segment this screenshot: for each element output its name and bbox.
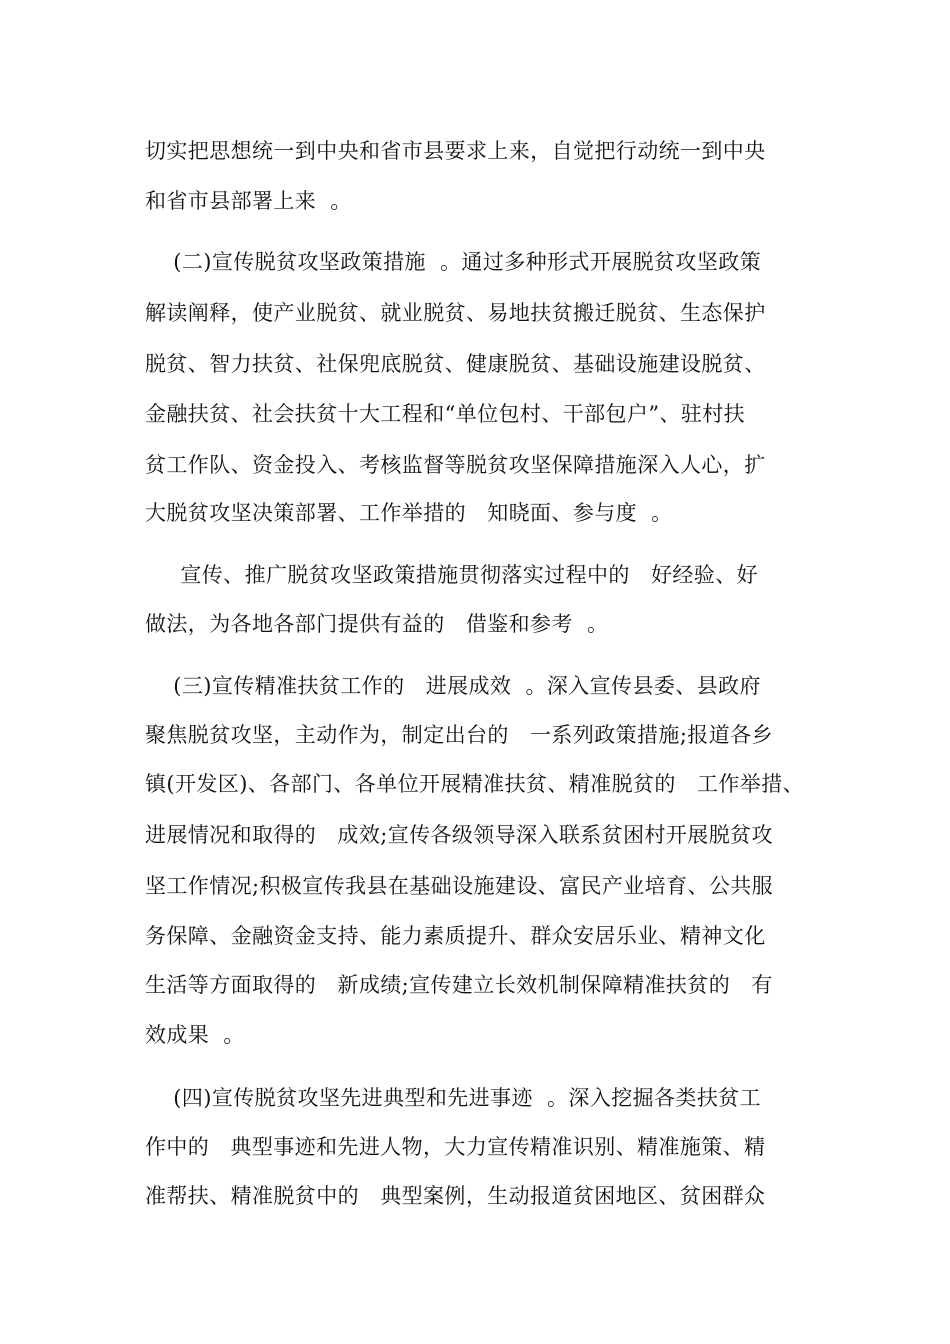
text-line: 金融扶贫、社会扶贫十大工程和“单位包村、干部包户”、驻村扶 — [145, 402, 746, 426]
text-line: 效成果 。 — [145, 1023, 245, 1047]
text-line: 做法，为各地各部门提供有益的 借鉴和参考 。 — [145, 612, 609, 636]
text-line: 务保障、金融资金支持、能力素质提升、群众安居乐业、精神文化 — [145, 924, 766, 948]
text-line: 进展情况和取得的 成效;宣传各级领导深入联系贫困村开展脱贫攻 — [145, 823, 773, 847]
text-line: 坚工作情况;积极宣传我县在基础设施建设、富民产业培育、公共服 — [145, 874, 774, 898]
text-line: 大脱贫攻坚决策部署、工作举措的 知晓面、参与度 。 — [145, 501, 673, 525]
text-line: 宣传、推广脱贫攻坚政策措施贯彻落实过程中的 好经验、好 — [145, 563, 758, 587]
text-line: 脱贫、智力扶贫、社保兜底脱贫、健康脱贫、基础设施建设脱贫、 — [145, 352, 766, 376]
text-line: 镇(开发区)、各部门、各单位开展精准扶贫、精准脱贫的 工作举措、 — [145, 772, 805, 796]
text-line: 准帮扶、精准脱贫中的 典型案例，生动报道贫困地区、贫困群众 — [145, 1184, 766, 1208]
text-line: 切实把思想统一到中央和省市县要求上来，自觉把行动统一到中央 — [145, 139, 766, 163]
text-line: 解读阐释，使产业脱贫、就业脱贫、易地扶贫搬迁脱贫、生态保护 — [145, 301, 766, 325]
text-line: 贫工作队、资金投入、考核监督等脱贫攻坚保障措施深入人心，扩 — [145, 453, 766, 477]
text-line: (二)宣传脱贫攻坚政策措施 。通过多种形式开展脱贫攻坚政策 — [145, 250, 762, 274]
text-line: (三)宣传精准扶贫工作的 进展成效 。深入宣传县委、县政府 — [145, 674, 761, 698]
text-line: (四)宣传脱贫攻坚先进典型和先进事迹 。深入挖掘各类扶贫工 — [145, 1086, 762, 1110]
text-line: 聚焦脱贫攻坚，主动作为，制定出台的 一系列政策措施;报道各乡 — [145, 723, 773, 747]
text-line: 作中的 典型事迹和先进人物，大力宣传精准识别、精准施策、精 — [145, 1135, 766, 1159]
text-line: 和省市县部署上来 。 — [145, 189, 352, 213]
text-line: 生活等方面取得的 新成绩;宣传建立长效机制保障精准扶贫的 有 — [145, 973, 773, 997]
